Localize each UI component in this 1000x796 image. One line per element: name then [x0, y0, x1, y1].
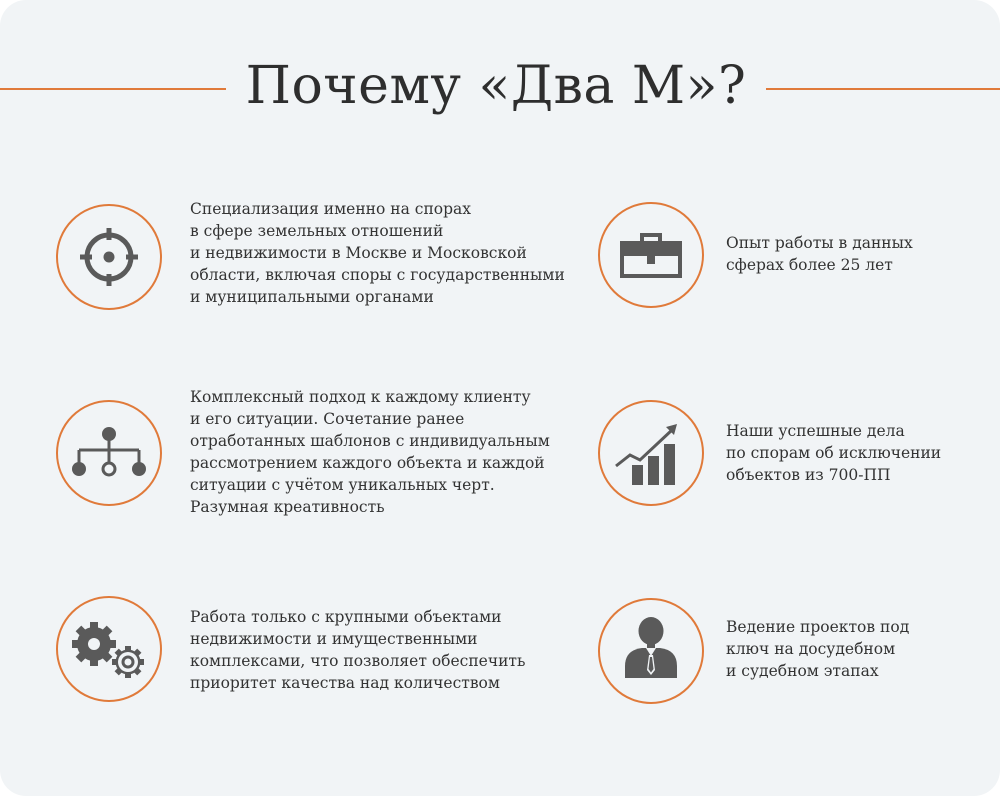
feature-icon-circle	[56, 204, 162, 310]
businessman-icon	[600, 600, 702, 702]
feature-line: Опыт работы в данных	[726, 234, 913, 252]
feature-line: отработанных шаблонов с индивидуальным	[190, 432, 550, 450]
feature-text-approach	[190, 386, 550, 518]
feature-line: рассмотрением каждого объекта и каждой	[190, 454, 545, 472]
title-divider-left	[0, 88, 226, 90]
feature-line: и муниципальными органами	[190, 288, 434, 306]
feature-line: Работа только с крупными объектами	[190, 608, 502, 626]
feature-line: Комплексный подход к каждому клиенту	[190, 388, 531, 406]
feature-line: по спорам об исключении	[726, 444, 942, 462]
feature-line: Разумная креативность	[190, 498, 385, 516]
feature-line: ситуации с учётом уникальных черт.	[190, 476, 495, 494]
page-title: Почему «Два М»?	[245, 56, 747, 116]
feature-line: и его ситуации. Сочетание ранее	[190, 410, 465, 428]
feature-line: Специализация именно на спорах	[190, 200, 472, 218]
feature-icon-circle	[56, 596, 162, 702]
feature-text-experience	[726, 232, 913, 276]
feature-line: комплексами, что позволяет обеспечить	[190, 652, 526, 670]
feature-line: сферах более 25 лет	[726, 256, 893, 274]
feature-line: Ведение проектов под	[726, 618, 910, 636]
feature-line: объектов из 700-ПП	[726, 466, 891, 484]
briefcase-icon	[600, 204, 702, 306]
feature-icon-circle	[56, 400, 162, 506]
title-row	[0, 48, 1000, 128]
feature-text-projects	[726, 616, 909, 682]
title-divider-right	[766, 88, 1000, 90]
feature-icon-circle	[598, 400, 704, 506]
gears-icon	[58, 598, 160, 700]
feature-line: в сфере земельных отношений	[190, 222, 444, 240]
growth-chart-icon	[600, 402, 702, 504]
hierarchy-icon	[58, 402, 160, 504]
feature-line: и судебном этапах	[726, 662, 879, 680]
feature-icon-circle	[598, 202, 704, 308]
target-icon	[58, 206, 160, 308]
feature-line: приоритет качества над количеством	[190, 674, 500, 692]
feature-line: области, включая споры с государственными	[190, 266, 565, 284]
feature-icon-circle	[598, 598, 704, 704]
feature-text-large-objects	[190, 606, 525, 694]
feature-line: Наши успешные дела	[726, 422, 905, 440]
feature-text-cases	[726, 420, 941, 486]
feature-line: недвижимости и имущественными	[190, 630, 478, 648]
feature-line: и недвижимости в Москве и Московской	[190, 244, 527, 262]
feature-text-specialization	[190, 198, 565, 308]
feature-line: ключ на досудебном	[726, 640, 896, 658]
